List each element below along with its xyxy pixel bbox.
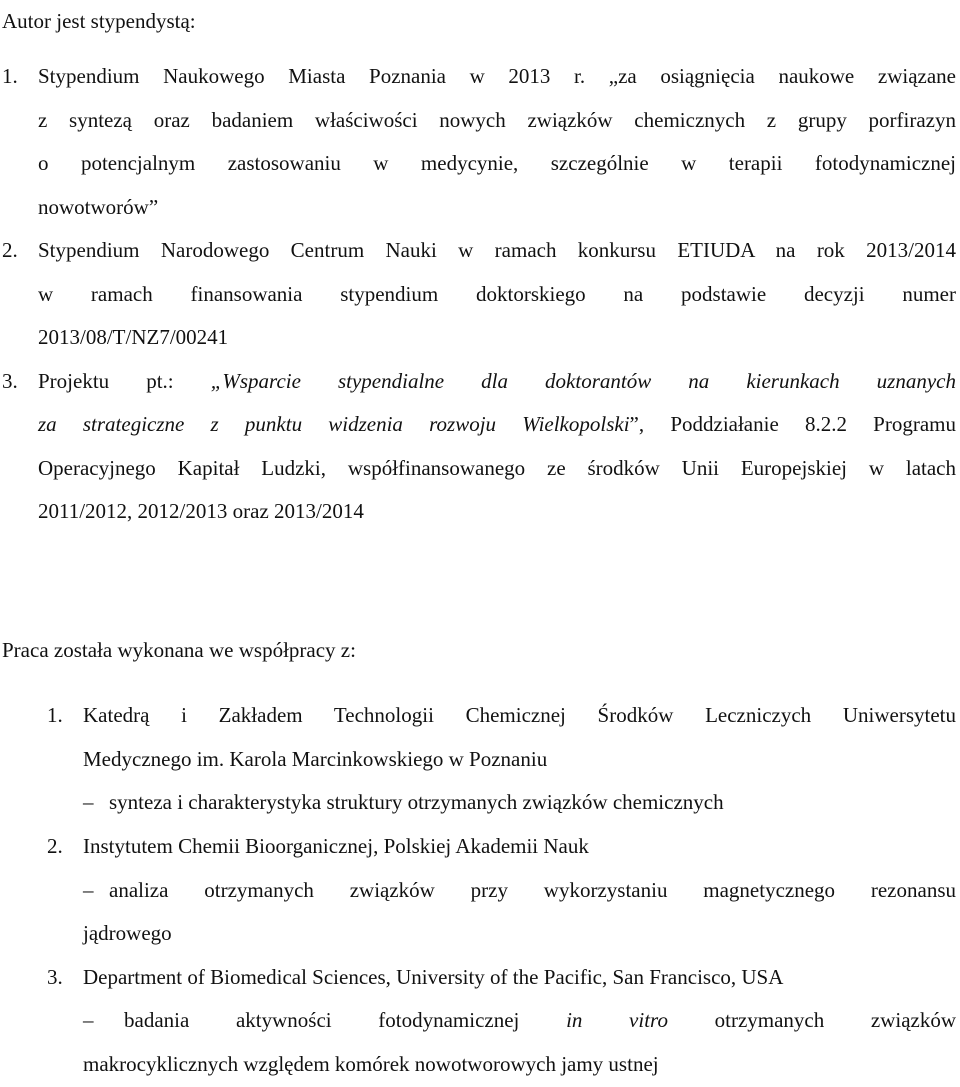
scholarship-item-number: 1.: [2, 64, 18, 88]
cooperation-item-2-line-1: Instytutem Chemii Bioorganicznej, Polskiej Akademii Nauk: [83, 834, 589, 858]
project-label: Projektu pt.:: [38, 369, 174, 393]
cooperation-item-number: 3.: [47, 965, 63, 989]
cooperation-item-2-dash: –: [83, 878, 94, 902]
scholarship-item-1-line-1: Stypendium Naukowego Miasta Poznania w 2013 r. „za osiągnięcia naukowe związane: [38, 64, 956, 88]
scholarship-item-2-line-3: 2013/08/T/NZ7/00241: [38, 325, 229, 349]
cooperation-item-3-line-3: makrocyklicznych względem komórek nowotworowych jamy ustnej: [83, 1052, 659, 1076]
scholarship-item-number: 3.: [2, 369, 18, 393]
project-title-part-2: za strategiczne z punktu widzenia rozwoju Wielkopolski: [38, 412, 630, 436]
cooperation-item-1-line-2: Medycznego im. Karola Marcinkowskiego w Poznaniu: [83, 747, 548, 771]
cooperation-item-2-line-3: jądrowego: [83, 921, 172, 945]
scholarship-item-2-line-2: w ramach finansowania stypendium doktorskiego na podstawie decyzji numer: [38, 282, 956, 306]
scholarship-item-1-line-2: z syntezą oraz badaniem właściwości nowych związków chemicznych z grupy porfirazyn: [38, 108, 956, 132]
cooperation-item-1-dash: –: [83, 790, 94, 814]
cooperation-heading: Praca została wykonana we współpracy z:: [2, 638, 356, 662]
scholarship-item-3-line-2: [38, 403, 956, 447]
scholarship-item-3-line-4: 2011/2012, 2012/2013 oraz 2013/2014: [38, 499, 364, 523]
scholarship-item-3-line-1: [38, 360, 956, 404]
cooperation-item-3-line-2-end: otrzymanych związków: [714, 1008, 957, 1032]
scholarship-item-1-line-4: nowotworów”: [38, 195, 159, 219]
cooperation-item-2-line-2: analiza otrzymanych związków przy wykorzystaniu magnetycznego rezonansu: [109, 878, 956, 902]
scholarship-item-1-line-3: o potencjalnym zastosowaniu w medycynie, szczególnie w terapii fotodynamicznej: [38, 151, 956, 175]
scholarship-item-number: 2.: [2, 238, 18, 262]
cooperation-item-1-line-3: synteza i charakterystyka struktury otrzymanych związków chemicznych: [109, 790, 724, 814]
cooperation-item-1-line-1: Katedrą i Zakładem Technologii Chemicznej Środków Leczniczych Uniwersytetu: [83, 703, 956, 727]
cooperation-item-number: 1.: [47, 703, 63, 727]
scholarship-item-2-line-1: Stypendium Narodowego Centrum Nauki w ramach konkursu ETIUDA na rok 2013/2014: [38, 238, 956, 262]
cooperation-item-3-line-2-start: badania aktywności fotodynamicznej: [124, 1008, 520, 1032]
project-title-part-1: „Wsparcie stypendialne dla doktorantów na kierunkach uznanych: [210, 369, 956, 393]
scholarship-heading: Autor jest stypendystą:: [2, 9, 196, 33]
project-program-text: ”, Poddziałanie 8.2.2 Programu: [629, 412, 956, 436]
scholarship-item-3-line-3: Operacyjnego Kapitał Ludzki, współfinansowanego ze środków Unii Europejskiej w latach: [38, 456, 956, 480]
cooperation-item-3-dash: –: [83, 1008, 94, 1032]
cooperation-item-number: 2.: [47, 834, 63, 858]
cooperation-item-3-line-2: [124, 999, 956, 1043]
in-vitro-term: in vitro: [566, 1008, 668, 1032]
cooperation-item-3-line-1: Department of Biomedical Sciences, University of the Pacific, San Francisco, USA: [83, 965, 784, 989]
